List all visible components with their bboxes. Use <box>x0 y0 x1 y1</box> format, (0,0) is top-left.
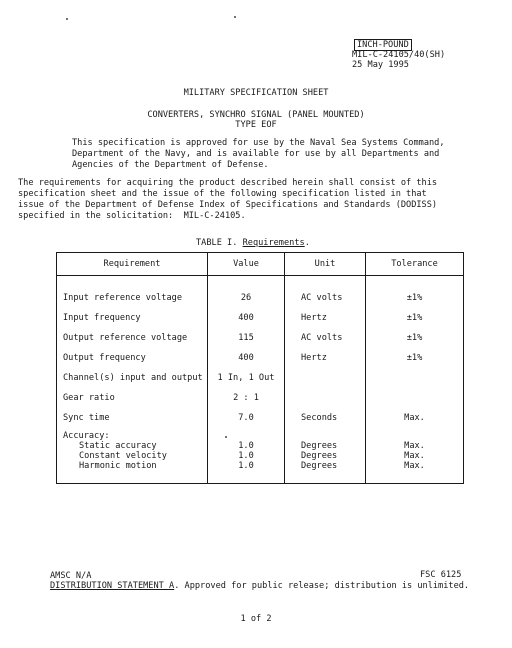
requirement-cell: Input reference voltage <box>63 293 182 303</box>
header-value: Value <box>208 253 285 276</box>
value-cell: 1.0 <box>238 441 254 451</box>
unit-cell: Degrees <box>301 441 338 451</box>
distribution-text: . Approved for public release; distribution is unlimited. <box>174 581 470 591</box>
approval-line: Department of the Navy, and is available for use by all Departments and <box>72 149 440 159</box>
unit-cell: AC volts <box>301 333 343 343</box>
doc-number: MIL-C-24105/40(SH) <box>352 50 446 60</box>
scan-speck <box>234 16 236 18</box>
unit-cell: AC volts <box>301 293 343 303</box>
unit-cell: Seconds <box>301 413 338 423</box>
value-cell: 1.0 <box>238 451 254 461</box>
header-unit: Unit <box>285 253 366 276</box>
requirements-line: specified in the solicitation: MIL-C-24105. <box>18 211 246 221</box>
value-cell: 26 <box>240 293 252 303</box>
doc-date: 25 May 1995 <box>352 60 409 70</box>
value-cell: 115 <box>238 333 254 343</box>
requirement-cell: Input frequency <box>63 313 141 323</box>
requirement-column <box>57 276 208 484</box>
tolerance-cell: ±1% <box>406 313 423 323</box>
table-caption-prefix: TABLE I. <box>196 238 238 248</box>
requirement-cell: Output frequency <box>63 353 146 363</box>
scan-speck <box>66 18 68 20</box>
distribution-statement <box>50 581 469 591</box>
product-title: CONVERTERS, SYNCHRO SIGNAL (PANEL MOUNTED) <box>147 110 365 120</box>
tolerance-cell: ±1% <box>406 353 423 363</box>
fsc-code: FSC 6125 <box>420 570 462 580</box>
tolerance-cell: ±1% <box>406 333 423 343</box>
value-cell: 1.0 <box>238 461 254 471</box>
tolerance-cell: Max. <box>404 441 425 451</box>
tolerance-cell: Max. <box>404 413 425 423</box>
header-requirement: Requirement <box>57 253 208 276</box>
tolerance-cell: Max. <box>404 451 425 461</box>
unit-cell <box>285 368 365 388</box>
value-cell: 400 <box>238 353 254 363</box>
value-column <box>208 276 285 484</box>
requirement-cell: Constant velocity <box>79 451 167 461</box>
tolerance-cell: ±1% <box>406 293 423 303</box>
page-number: 1 of 2 <box>240 614 272 624</box>
requirement-cell: Gear ratio <box>63 393 115 403</box>
requirement-cell: Static accuracy <box>79 441 157 451</box>
tolerance-column <box>366 276 464 484</box>
table-caption <box>196 238 310 248</box>
spec-sheet-title: MILITARY SPECIFICATION SHEET <box>183 88 329 98</box>
requirements-line: specification sheet and the issue of the following specification listed in that <box>18 189 427 199</box>
value-cell: 7.0 <box>238 413 254 423</box>
distribution-label: DISTRIBUTION STATEMENT A <box>50 581 175 591</box>
table-body-row <box>57 276 464 484</box>
table-caption-title: Requirements <box>242 238 305 248</box>
unit-cell: Degrees <box>301 461 338 471</box>
value-cell: 1 In, 1 Out <box>217 373 275 383</box>
tolerance-cell: Max. <box>404 461 425 471</box>
value-cell: 2 : 1 <box>233 393 259 403</box>
requirements-line: The requirements for acquiring the product described herein shall consist of this <box>18 178 438 188</box>
tolerance-cell <box>366 388 463 408</box>
value-cell: 400 <box>238 313 254 323</box>
product-type: TYPE EOF <box>235 120 277 130</box>
requirements-line: issue of the Department of Defense Index of Specifications and Standards (DODISS) <box>18 200 438 210</box>
accuracy-label: Accuracy: <box>63 431 110 441</box>
requirements-table <box>56 252 464 484</box>
unit-cell: Hertz <box>301 313 327 323</box>
unit-cell: Hertz <box>301 353 327 363</box>
approval-line: Agencies of the Department of Defense. <box>72 160 269 170</box>
requirement-cell: Harmonic motion <box>79 461 157 471</box>
requirement-cell: Channel(s) input and output <box>63 373 203 383</box>
inch-pound-tag: INCH-POUND <box>354 39 412 51</box>
unit-cell: Degrees <box>301 451 338 461</box>
header-tolerance: Tolerance <box>366 253 464 276</box>
unit-column <box>285 276 366 484</box>
tolerance-cell <box>366 368 463 388</box>
table-caption-suffix: . <box>304 238 310 248</box>
requirement-cell: Sync time <box>63 413 110 423</box>
requirement-cell: Output reference voltage <box>63 333 188 343</box>
amsc-code: AMSC N/A <box>50 571 92 581</box>
table-header-row <box>57 253 464 276</box>
unit-cell <box>285 388 365 408</box>
approval-line: This specification is approved for use by the Naval Sea Systems Command, <box>72 138 445 148</box>
